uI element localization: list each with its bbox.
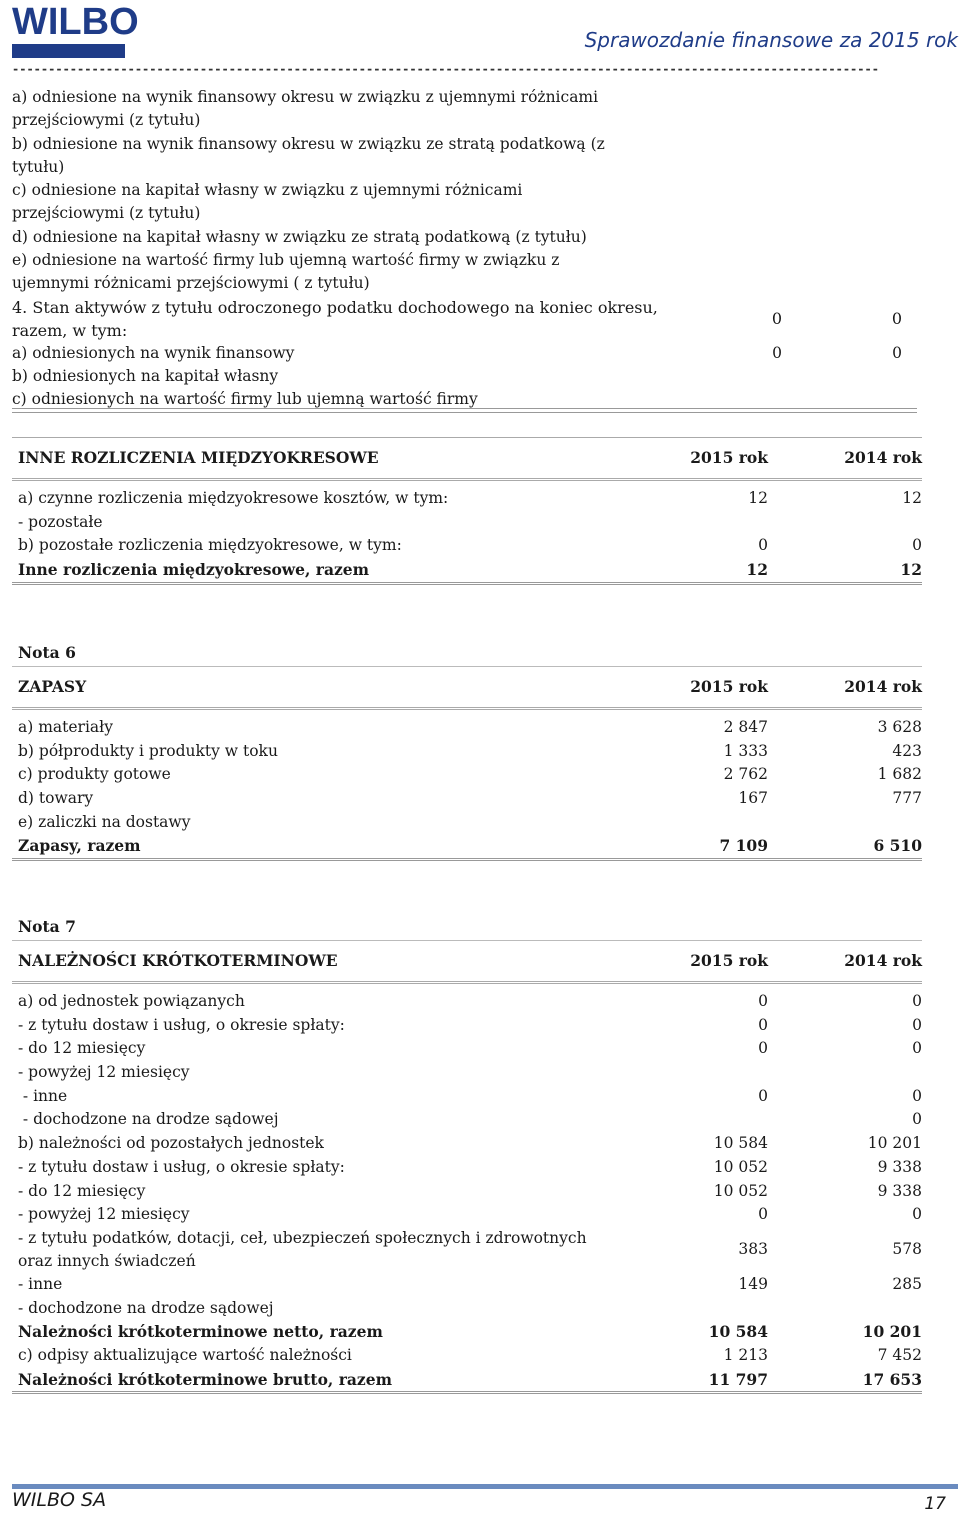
row-value-2014: 0 [912,536,922,555]
text-line: e) odniesione na wartość firmy lub ujemną wartość firmy w związku z [12,251,560,270]
row-label: - inne [18,1086,68,1105]
table-row [12,716,922,740]
table-row [12,787,922,811]
table-row [12,1297,922,1321]
row-label [18,1227,618,1273]
deferred-tax-section [12,86,917,412]
row-value-2014: 10 201 [862,1322,922,1342]
table-row [12,1132,922,1156]
text-line: przejściowymi (z tytułu) [12,111,201,130]
zapasy-table [12,640,922,861]
total-label: Inne rozliczenia międzyokresowe, razem [18,560,370,580]
row-label: - z tytułu dostaw i usług, o okresie spłaty: [18,1015,345,1034]
table-row [12,990,922,1014]
wilbo-logo [12,1,139,60]
row-label: - dochodzone na drodze sądowej [18,1110,279,1129]
col-2015: 2015 rok [690,677,768,696]
row-value-2014: 0 [912,992,922,1010]
row-value-2015: 0 [758,992,768,1010]
row-value-2015 [618,1108,768,1132]
total-value-2014: 12 [900,560,922,580]
stan-value-2014: 0 [891,309,902,329]
header-dash-line: ------------------------------------------------------------------------------------------------------------------------ [12,62,879,76]
row-label: d) towary [18,789,94,808]
row-value-2014: 0 [912,1039,922,1058]
row-value-2015: 0 [758,1039,768,1058]
footer-company: WILBO SA [12,1489,107,1511]
row-value-2015: 0 [758,1205,768,1224]
stan-value-2015: 0 [771,309,782,329]
logo-bar [12,44,125,58]
row-value-2014: 285 [892,1274,922,1293]
page-number: 17 [924,1494,946,1514]
row-label: c) odniesionych na wartość firmy lub ujemną wartość firmy [12,390,478,409]
total-value-2015: 12 [746,560,768,580]
row-value-2015: 10 584 [713,1134,768,1153]
row-label: - powyżej 12 miesięcy [18,1205,190,1224]
row-value-2014: 12 [902,489,922,507]
row-label: a) czynne rozliczenia międzyokresowe kosztów, w tym: [18,489,449,507]
nota-label: Nota 6 [12,640,922,667]
section-divider [12,408,917,413]
row-value-2014: 423 [892,741,922,760]
table-row [12,763,922,787]
row-label: b) półprodukty i produkty w toku [18,741,278,760]
col-2014: 2014 rok [844,677,922,696]
row-value-2014: 1 682 [877,765,922,784]
total-row [12,834,922,861]
row-label: - z tytułu dostaw i usług, o okresie spłaty: [18,1157,345,1176]
table-header [12,438,922,481]
total-value-2014: 6 510 [873,836,922,856]
row-value-2014: 9 338 [877,1181,922,1200]
table-row [12,511,922,535]
table-header [12,667,922,710]
logo-text: WILBO [12,1,139,43]
total-value-2014: 17 653 [862,1369,922,1389]
total-row [12,558,922,585]
table-title: ZAPASY [18,677,87,696]
total-row [12,1368,922,1395]
row-value-2014: 10 201 [867,1134,922,1153]
subtotal-row [12,1320,922,1344]
table-row [12,534,922,558]
row-value-2014: 0 [912,1205,922,1224]
total-value-2015: 11 797 [708,1369,768,1389]
table-header [12,941,922,984]
row-value-2014 [768,1061,922,1085]
row-value-2015 [618,1297,768,1321]
row-value-2015: 167 [738,789,768,808]
inne-rozliczenia-table [12,437,922,585]
row-value-2014 [768,1297,922,1321]
row-value-2014: 0 [912,1015,922,1034]
row-value-2015: 2 847 [723,718,768,736]
row-value-2015: 0 [772,343,782,362]
nota-label: Nota 7 [12,914,922,941]
row-label: a) odniesionych na wynik finansowy [12,343,295,362]
report-title: Sprawozdanie finansowe za 2015 rok [584,28,958,52]
row-label: c) produkty gotowe [18,765,171,784]
row-value-2015: 10 052 [713,1157,768,1176]
row-label: - powyżej 12 miesięcy [18,1063,190,1082]
row-value-2015: 383 [738,1240,768,1259]
row-value-2014: 9 338 [877,1157,922,1176]
row-value-2015 [618,511,768,535]
table-row [12,1037,922,1061]
total-label: Należności krótkoterminowe brutto, razem [18,1369,392,1389]
table-row [12,1085,922,1109]
table-row [12,1108,922,1132]
row-label: - inne [18,1274,63,1293]
row-value-2014: 3 628 [877,718,922,736]
table-row [12,487,922,511]
row-label: - do 12 miesięcy [18,1039,146,1058]
table-row [12,1014,922,1038]
table-title: INNE ROZLICZENIA MIĘDZYOKRESOWE [18,448,379,467]
row-label: a) materiały [18,718,113,736]
row-value-2015: 12 [748,489,768,507]
row-label: - dochodzone na drodze sądowej [18,1298,274,1317]
stan-aktywow-label [12,296,672,342]
row-label-line-2: oraz innych świadczeń [18,1251,196,1270]
row-value-2014: 0 [912,1110,922,1129]
total-value-2015: 7 109 [719,836,768,856]
row-value-2015 [618,1061,768,1085]
row-value-2015: 1 333 [723,741,768,760]
row-value-2015 [618,811,768,835]
text-line: przejściowymi (z tytułu) [12,204,201,223]
row-label: e) zaliczki na dostawy [18,812,191,831]
table-row [12,1156,922,1180]
table-row [12,342,917,365]
col-2015: 2015 rok [690,448,768,467]
table-row [12,1344,922,1368]
row-label: b) należności od pozostałych jednostek [18,1134,324,1153]
row-value-2015: 0 [758,1086,768,1105]
row-value-2014: 0 [912,1086,922,1105]
row-value-2014: 578 [892,1240,922,1259]
row-value-2015: 2 762 [723,765,768,784]
col-2014: 2014 rok [844,951,922,970]
row-value-2014: 0 [892,343,902,362]
row-value-2015: 149 [738,1274,768,1293]
total-label: Zapasy, razem [18,836,141,856]
table-row [12,1061,922,1085]
row-label: b) pozostałe rozliczenia międzyokresowe, w tym: [18,536,402,555]
stan-line-1: 4. Stan aktywów z tytułu odroczonego podatku dochodowego na koniec okresu, [12,297,658,317]
text-line: tytułu) [12,157,65,176]
text-line: a) odniesione na wynik finansowy okresu w związku z ujemnymi różnicami [12,88,599,106]
table-row [12,1180,922,1204]
row-value-2014: 777 [892,789,922,808]
text-line: ujemnymi różnicami przejściowymi ( z tytułu) [12,274,370,293]
table-row [12,1273,922,1297]
row-label: b) odniesionych na kapitał własny [12,366,279,385]
table-row [12,740,922,764]
stan-aktywow-row [12,296,917,342]
row-label: c) odpisy aktualizujące wartość należności [18,1345,352,1364]
table-title: NALEŻNOŚCI KRÓTKOTERMINOWE [18,951,338,970]
col-2015: 2015 rok [690,951,768,970]
table-row [12,1203,922,1227]
naleznosci-table [12,914,922,1394]
footer-rule [12,1484,958,1489]
table-row [12,811,922,835]
row-value-2015: 0 [758,536,768,555]
row-value-2014: 7 452 [877,1345,922,1364]
row-value-2015: 10 052 [713,1181,768,1200]
row-label: a) od jednostek powiązanych [18,992,245,1010]
text-line: b) odniesione na wynik finansowy okresu w związku ze stratą podatkową (z [12,134,605,153]
row-value-2015: 10 584 [708,1322,768,1342]
table-row [12,1227,922,1273]
text-line: c) odniesione na kapitał własny w związku z ujemnymi różnicami [12,181,523,200]
col-2014: 2014 rok [844,448,922,467]
row-value-2015: 0 [758,1015,768,1034]
row-value-2014 [768,811,922,835]
row-label-line-1: - z tytułu podatków, dotacji, ceł, ubezpieczeń społecznych i zdrowotnych [18,1228,587,1247]
row-label: Należności krótkoterminowe netto, razem [18,1322,383,1342]
stan-line-2: razem, w tym: [12,320,128,340]
table-row [12,365,917,388]
row-value-2014 [768,511,922,535]
row-label: - pozostałe [18,512,103,531]
row-value-2015: 1 213 [723,1345,768,1364]
text-line: d) odniesione na kapitał własny w związku ze stratą podatkową (z tytułu) [12,227,587,246]
row-label: - do 12 miesięcy [18,1181,146,1200]
